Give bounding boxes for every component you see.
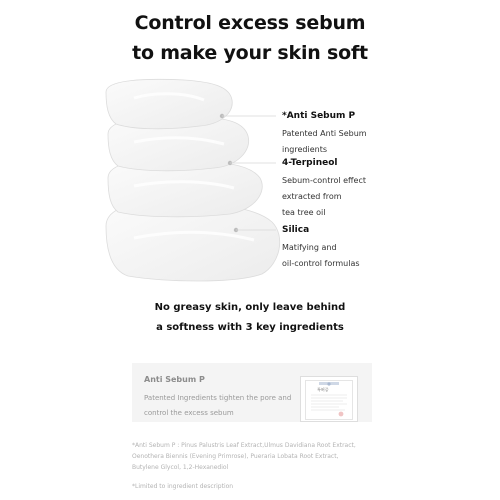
ingredient-desc (282, 126, 482, 158)
ingredient-name: Silica (282, 225, 310, 235)
cream-texture-image (104, 78, 304, 284)
subheadline-line-1: No greasy skin, only leave behind (154, 302, 346, 313)
card-title: Anti Sebum P (144, 375, 205, 384)
ingredient-desc-line: Patented Anti Sebum (282, 129, 367, 138)
footnote-limited: *Limited to ingredient description (132, 483, 234, 490)
headline-line-2: to make your skin soft (132, 42, 368, 64)
cream-swatch-1 (106, 79, 232, 128)
footnote-line-3: Butylene Glycol, 1,2-Hexanediol (132, 464, 229, 471)
ingredient-name: 4-Terpineol (282, 158, 338, 168)
card-desc-line-2: control the excess sebum (144, 409, 234, 417)
card-description (144, 391, 291, 421)
ingredient-desc-line: ingredients (282, 145, 328, 154)
leader-anti-sebum (220, 114, 276, 118)
ingredient-desc-line: tea tree oil (282, 208, 326, 217)
footnote-line-1: *Anti Sebum P : Pinus Palustris Leaf Extract,Ulmus Davidiana Root Extract, (132, 442, 356, 449)
ingredient-terpineol (282, 157, 482, 221)
ingredient-desc (282, 173, 482, 221)
ingredient-desc-line: oil-control formulas (282, 259, 360, 268)
ingredient-anti-sebum (282, 110, 482, 158)
card-desc-line-1: Patented Ingredients tighten the pore and (144, 394, 292, 402)
anti-sebum-info-card (132, 363, 372, 422)
patent-certificate-image (300, 376, 358, 422)
ingredient-desc-line: extracted from (282, 192, 342, 201)
subheadline (0, 298, 500, 338)
certificate-title: 특허증 (317, 387, 329, 392)
footnote (132, 440, 372, 492)
ingredient-silica (282, 224, 482, 272)
ingredient-desc (282, 240, 482, 272)
footnote-line-2: Oenothera Biennis (Evening Primrose), Pueraria Lobata Root Extract, (132, 453, 339, 460)
ingredient-name: *Anti Sebum P (282, 111, 356, 121)
headline-line-1: Control excess sebum (134, 12, 366, 34)
subheadline-line-2: a softness with 3 key ingredients (156, 322, 344, 333)
headline (0, 8, 500, 68)
ingredient-desc-line: Matifying and (282, 243, 337, 252)
ingredient-desc-line: Sebum-control effect (282, 176, 366, 185)
